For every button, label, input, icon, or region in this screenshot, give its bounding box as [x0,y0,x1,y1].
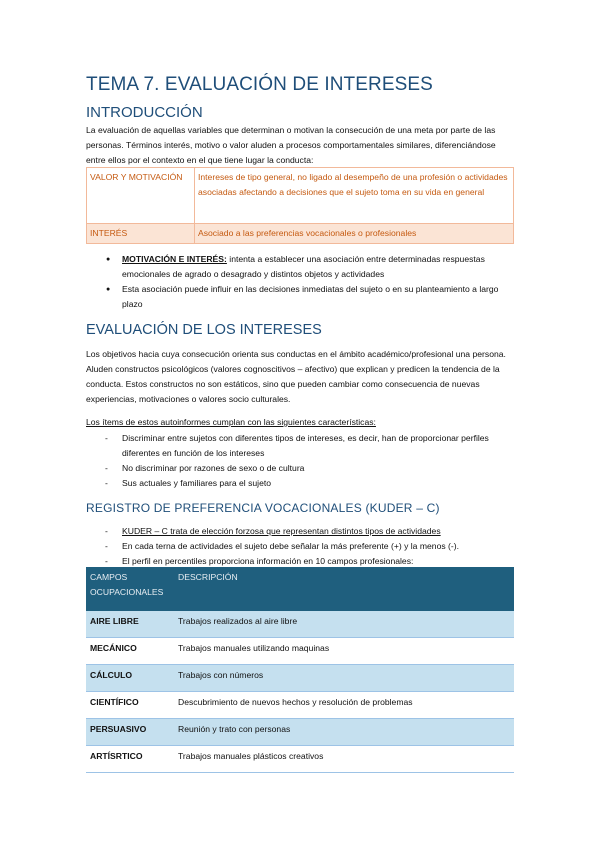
campo-cell: MECÁNICO [86,638,174,665]
campo-cell: CÁLCULO [86,665,174,692]
table-row [87,224,514,244]
table-row [86,692,514,719]
definition-cell: Intereses de tipo general, no ligado al desempeño de una profesión o actividades asociadas afectando a decisiones que el sujeto toma en su vida en general [195,168,514,224]
kuder-table [86,567,514,773]
term-cell: INTERÉS [87,224,195,244]
bullet-text: intenta a establecer una asociación entre determinadas respuestas emocionales de agrado o desagrado y distintos objetos y actividades [122,254,485,279]
document-title: TEMA 7. EVALUACIÓN DE INTERESES [86,74,433,95]
kuder-list [86,524,514,569]
list-item: - En cada terna de actividades el sujeto debe señalar la más preferente (+) y la menos (-). [86,539,514,554]
list-item: - No discriminar por razones de sexo o de cultura [86,461,514,476]
intro-heading: INTRODUCCIÓN [86,104,203,121]
list-item: - Discriminar entre sujetos con diferentes tipos de intereses, es decir, han de proporcionar perfiles diferentes en función de los intereses [86,431,514,461]
list-item: ● Esta asociación puede influir en las decisiones inmediatas del sujeto o en su planteamiento a largo plazo [86,282,514,312]
kuder-heading: REGISTRO DE PREFERENCIA VOCACIONALES (KUDER – C) [86,501,440,515]
table-row [87,168,514,224]
kuder-item-text: KUDER – C trata de elección forzosa que representan distintos tipos de actividades [122,526,441,536]
table-row [86,665,514,692]
campo-cell: CIENTÍFICO [86,692,174,719]
table-row [86,611,514,638]
items-list [86,431,514,491]
campo-cell: AIRE LIBRE [86,611,174,638]
column-header: DESCRIPCIÓN [174,567,514,611]
column-header: CAMPOS OCUPACIONALES [86,567,174,611]
list-item: - El perfil en percentiles proporciona información en 10 campos profesionales: [86,554,514,569]
list-item [86,252,514,282]
intro-bullet-list [86,252,514,312]
list-item [86,524,514,539]
term-cell: VALOR Y MOTIVACIÓN [87,168,195,224]
descripcion-cell: Trabajos realizados al aire libre [174,611,514,638]
descripcion-cell: Trabajos con números [174,665,514,692]
list-item: - Sus actuales y familiares para el sujeto [86,476,514,491]
intro-paragraph: La evaluación de aquellas variables que determinan o motivan la consecución de una meta por parte de las personas. Términos interés, motivo o valor aluden a procesos comportamentales similares, diferenciándose entre ellos por el contexto en el que tiene lugar la conducta: [86,125,496,165]
table-row [86,746,514,773]
bullet-label: MOTIVACIÓN E INTERÉS: [122,254,227,264]
campo-cell: ARTÍSRTICO [86,746,174,773]
items-heading: Los ítems de estos autoinformes cumplan con las siguientes características: [86,417,376,427]
table-header-row [86,567,514,611]
table-row [86,719,514,746]
evaluacion-heading: EVALUACIÓN DE LOS INTERESES [86,322,322,338]
campo-cell: PERSUASIVO [86,719,174,746]
descripcion-cell: Trabajos manuales utilizando maquinas [174,638,514,665]
intro-definitions-table [86,167,514,244]
definition-cell: Asociado a las preferencias vocacionales o profesionales [195,224,514,244]
evaluacion-paragraph: Los objetivos hacia cuya consecución orienta sus conductas en el ámbito académico/profesional una persona. Aluden constructos psicológicos (valores cognoscitivos – afectivo) que explican y predicen la tendencia de la conducta. Estos constructos no son estáticos, sino que pueden cambiar como consecuencia de nuevas experiencias, motivaciones o valores socio culturales. [86,349,506,404]
descripcion-cell: Trabajos manuales plásticos creativos [174,746,514,773]
descripcion-cell: Descubrimiento de nuevos hechos y resolución de problemas [174,692,514,719]
table-row [86,638,514,665]
descripcion-cell: Reunión y trato con personas [174,719,514,746]
